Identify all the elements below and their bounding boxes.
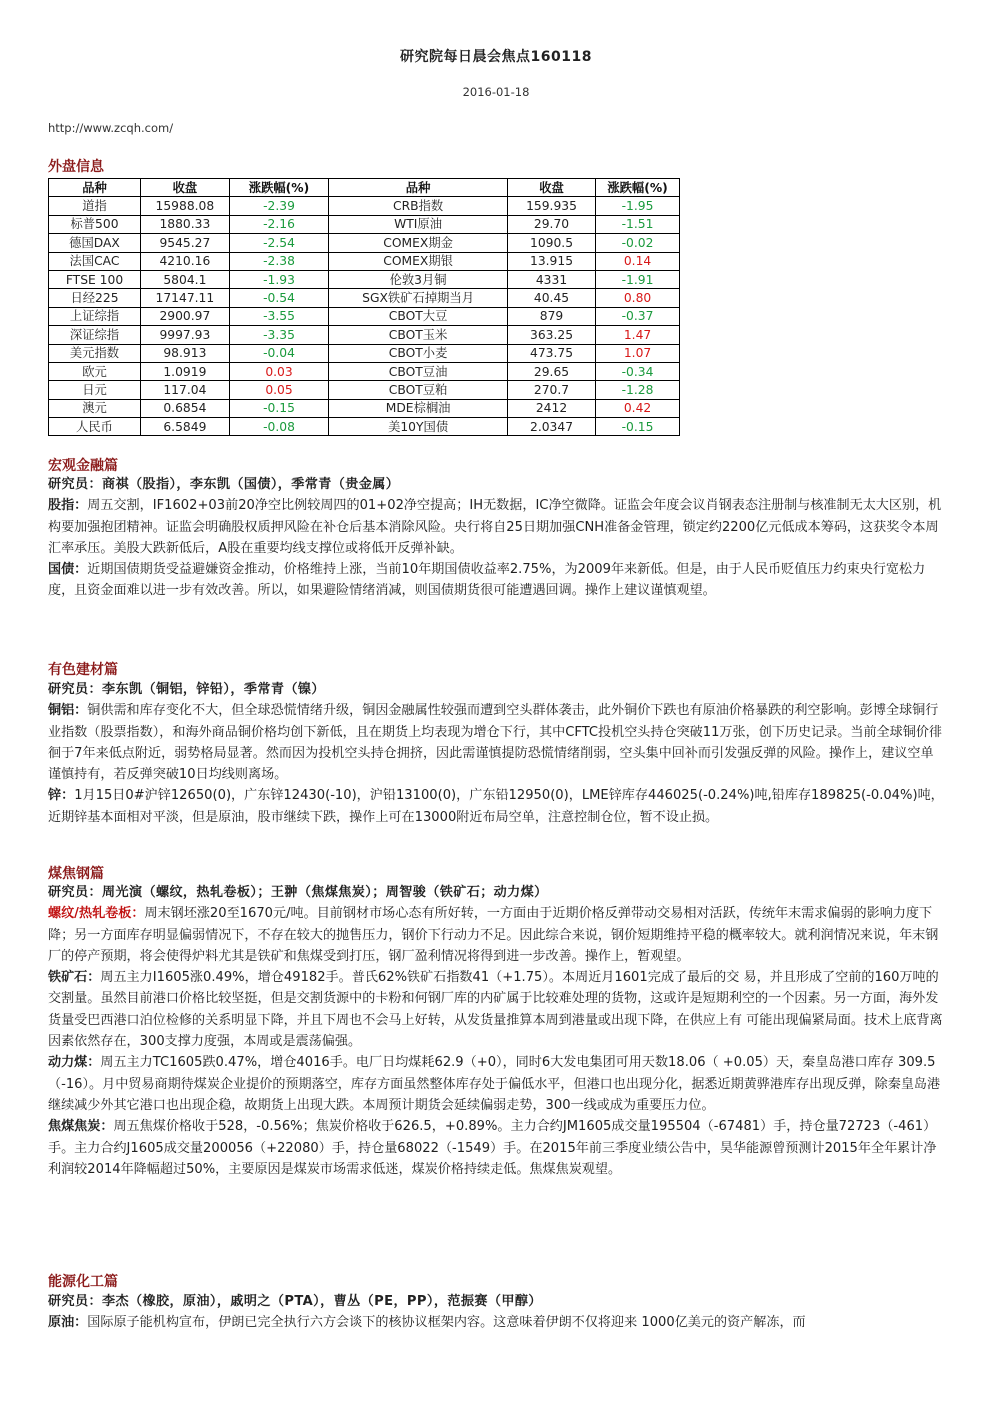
change-cell: -0.37	[596, 307, 680, 325]
market-row	[49, 362, 680, 380]
instrument-cell: CRB指数	[329, 197, 508, 215]
coal-heading: 煤焦钢篇	[48, 866, 104, 882]
instrument-cell: 道指	[49, 197, 141, 215]
instrument-cell: CBOT大豆	[329, 307, 508, 325]
item-text: 周五主力TC1605跌0.47%，增仓4016手。电厂日均煤耗62.9（+0），同时6大发电集团可用天数18.06（ +0.05）天，秦皇岛港口库存 309.5（-16）。月中贸易商期待煤炭企业提价的预期落空，库存方面虽然整体库存处于偏低水平，但港口也出现分化，据悉近期黄骅港库存出现反弹，除秦皇岛港继续减少外其它港口也出现企稳，故期货上出现大跌。本周预计期货会延续偏弱走势，300一线或成为重要压力位。	[48, 1055, 941, 1113]
instrument-cell: MDE棕榈油	[329, 399, 508, 417]
document-date: 2016-01-18	[462, 85, 530, 99]
change-cell: -3.35	[229, 326, 328, 344]
market-row	[49, 344, 680, 362]
market-row	[49, 197, 680, 215]
macro-item-stock-index	[48, 495, 944, 559]
close-cell: 473.75	[507, 344, 595, 362]
macro-heading: 宏观金融篇	[48, 458, 118, 474]
close-cell: 159.935	[507, 197, 595, 215]
instrument-cell: FTSE 100	[49, 270, 141, 288]
close-cell: 6.5849	[140, 418, 229, 436]
item-label: 原油：	[48, 1315, 88, 1331]
item-text: 周五焦煤价格收于528，-0.56%；焦炭价格收于626.5，+0.89%。主力合约JM1605成交量195504（-67481）手，持仓量72723（-461）手。主力合约J1605成交量200056（+22080）手，持仓量68022（-1549）手。在2015年前三季度业绩公告中，昊华能源曾预测计2015年全年累计净利润较2014年降幅超过50%，主要原因是煤炭市场需求低迷，煤炭价格持续走低。焦煤焦炭观望。	[48, 1119, 937, 1177]
close-cell: 17147.11	[140, 289, 229, 307]
close-cell: 117.04	[140, 381, 229, 399]
instrument-cell: 法国CAC	[49, 252, 141, 270]
change-cell: -1.91	[596, 270, 680, 288]
market-row	[49, 215, 680, 233]
instrument-cell: CBOT豆油	[329, 362, 508, 380]
item-text: 国际原子能机构宣布，伊朗已完全执行六方会谈下的核协议框架内容。这意味着伊朗不仅将迎来 1000亿美元的资产解冻，而	[87, 1315, 806, 1331]
change-cell: -0.34	[596, 362, 680, 380]
close-cell: 270.7	[507, 381, 595, 399]
item-label: 锌：	[48, 788, 75, 804]
close-cell: 4331	[507, 270, 595, 288]
item-text: 1月15日0#沪锌12650(0)，广东锌12430(-10)，沪铅13100(0)，广东铅12950(0)，LME锌库存446025(-0.24%)吨,铅库存189825(-0.04%)吨，近期锌基本面相对平淡，但是原油，股市继续下跌，操作上可在13000附近布局空单，注意控制仓位，暂不设止损。	[48, 788, 944, 825]
close-cell: 29.70	[507, 215, 595, 233]
change-cell: -0.08	[229, 418, 328, 436]
coal-researchers: 研究员：周光演（螺纹，热轧卷板）；王翀（焦煤焦炭）；周智骏（铁矿石；动力煤）	[48, 885, 548, 900]
instrument-cell: 日经225	[49, 289, 141, 307]
header-cell: 品种	[329, 179, 508, 197]
close-cell: 98.913	[140, 344, 229, 362]
close-cell: 1.0919	[140, 362, 229, 380]
coal-item-iron-ore	[48, 967, 944, 1052]
instrument-cell: 人民币	[49, 418, 141, 436]
market-row	[49, 307, 680, 325]
instrument-cell: 澳元	[49, 399, 141, 417]
close-cell: 5804.1	[140, 270, 229, 288]
change-cell: 0.05	[229, 381, 328, 399]
item-label: 螺纹/热轧卷板：	[48, 906, 145, 922]
instrument-cell: 美10Y国债	[329, 418, 508, 436]
change-cell: -2.16	[229, 215, 328, 233]
instrument-cell: 伦敦3月铜	[329, 270, 508, 288]
change-cell: 0.80	[596, 289, 680, 307]
header-cell: 涨跌幅(%)	[229, 179, 328, 197]
instrument-cell: COMEX期银	[329, 252, 508, 270]
item-text: 周末钢坯涨20至1670元/吨。目前钢材市场心态有所好转，一方面由于近期价格反弹带动交易相对活跃，传统年末需求偏弱的影响力度下降；另一方面库存明显偏弱情况下，不存在较大的抛售压力，钢价下行动力不足。因此综合来说，钢价短期维持平稳的概率较大。就利润情况来说，年末钢厂的停产预期，将会使得炉料尤其是铁矿和焦煤受到打压，钢厂盈利情况将得到进一步改善。操作上，暂观望。	[48, 906, 939, 964]
close-cell: 2412	[507, 399, 595, 417]
close-cell: 4210.16	[140, 252, 229, 270]
change-cell: -1.51	[596, 215, 680, 233]
market-row	[49, 399, 680, 417]
change-cell: -0.02	[596, 234, 680, 252]
item-label: 焦煤焦炭：	[48, 1119, 114, 1135]
close-cell: 0.6854	[140, 399, 229, 417]
instrument-cell: 标普500	[49, 215, 141, 233]
change-cell: 0.03	[229, 362, 328, 380]
item-label: 股指：	[48, 498, 88, 514]
change-cell: 1.07	[596, 344, 680, 362]
metals-item-zinc	[48, 785, 944, 828]
instrument-cell: 德国DAX	[49, 234, 141, 252]
close-cell: 9545.27	[140, 234, 229, 252]
close-cell: 363.25	[507, 326, 595, 344]
energy-heading: 能源化工篇	[48, 1274, 118, 1290]
close-cell: 2.0347	[507, 418, 595, 436]
macro-researchers: 研究员：商祺（股指），李东凯（国债），季常青（贵金属）	[48, 477, 400, 492]
market-row	[49, 289, 680, 307]
change-cell: -2.54	[229, 234, 328, 252]
energy-researchers: 研究员：李杰（橡胶，原油），戚明之（PTA），曹丛（PE，PP），范振赛（甲醇）	[48, 1294, 542, 1309]
item-text: 铜供需和库存变化不大，但全球恐慌情绪升级，铜因金融属性较强而遭到空头群体袭击，此外铜价下跌也有原油价格暴跌的利空影响。彭博全球铜行业指数（股票指数），和海外商品铜价格均创下新低，且在期货上均表现为增仓下行，其中CFTC投机空头持仓突破11万张，创下历史记录。当前全球铜价徘徊于7年来低点附近，弱势格局显著。然而因为投机空头持仓拥挤，因此需谨慎提防恐慌情绪削弱，空头集中回补而引发强反弹的风险。操作上，建议空单谨慎持有，若反弹突破10日均线则离场。	[48, 703, 943, 783]
market-row	[49, 270, 680, 288]
close-cell: 9997.93	[140, 326, 229, 344]
change-cell: -0.15	[229, 399, 328, 417]
macro-item-bond	[48, 559, 944, 602]
energy-item-crude-oil	[48, 1312, 944, 1333]
macro-section	[48, 474, 944, 602]
close-cell: 13.915	[507, 252, 595, 270]
change-cell: -1.93	[229, 270, 328, 288]
coal-item-rebar	[48, 903, 944, 967]
instrument-cell: CBOT豆粕	[329, 381, 508, 399]
header-cell: 收盘	[507, 179, 595, 197]
instrument-cell: 美元指数	[49, 344, 141, 362]
item-text: 近期国债期货受益避嫌资金推动，价格维持上涨，当前10年期国债收益率2.75%，为2009年来新低。但是，由于人民币贬值压力约束央行宽松力度，且资金面难以进一步有效改善。所以，如果避险情绪消减，则国债期货很可能遭遇回调。操作上建议谨慎观望。	[48, 562, 926, 599]
close-cell: 40.45	[507, 289, 595, 307]
change-cell: -2.39	[229, 197, 328, 215]
market-row	[49, 252, 680, 270]
market-row	[49, 418, 680, 436]
instrument-cell: 深证综指	[49, 326, 141, 344]
market-table-body	[49, 197, 680, 436]
item-label: 国债：	[48, 562, 88, 578]
market-row	[49, 234, 680, 252]
coal-item-coking	[48, 1116, 944, 1180]
close-cell: 1090.5	[507, 234, 595, 252]
instrument-cell: 欧元	[49, 362, 141, 380]
close-cell: 1880.33	[140, 215, 229, 233]
item-label: 铁矿石：	[48, 970, 101, 986]
change-cell: 0.14	[596, 252, 680, 270]
close-cell: 879	[507, 307, 595, 325]
coal-item-thermal-coal	[48, 1052, 944, 1116]
header-cell: 收盘	[140, 179, 229, 197]
change-cell: -0.04	[229, 344, 328, 362]
item-label: 铜铝：	[48, 703, 88, 719]
instrument-cell: 日元	[49, 381, 141, 399]
metals-researchers: 研究员：李东凯（铜铝，锌铅），季常青（镍）	[48, 682, 325, 697]
item-text: 周五主力I1605涨0.49%，增仓49182手。普氏62%铁矿石指数41（+1.75）。本周近月1601完成了最后的交 易，并且形成了空前的160万吨的交割量。虽然目前港口价格比较坚挺，但是交割货源中的卡粉和何钢厂库的内矿属于比较难处理的货物，这或许是短期利空的一个因素。另一方面，海外发货量受巴西港口泊位检修的关系明显下降，并且下周也不会马上好转，从发货量推算本周到港量或出现下降，在供应上有 可能出现偏紧局面。技术上底背离因素依然存在，300支撑力度强，本周或是震荡偏强。	[48, 970, 943, 1050]
close-cell: 29.65	[507, 362, 595, 380]
header-cell: 涨跌幅(%)	[596, 179, 680, 197]
source-url[interactable]: http://www.zcqh.com/	[48, 121, 174, 135]
change-cell: -2.38	[229, 252, 328, 270]
change-cell: -0.54	[229, 289, 328, 307]
market-header-row	[49, 179, 680, 197]
coal-section	[48, 882, 944, 1180]
metals-item-copper-aluminum	[48, 700, 944, 785]
market-table	[48, 178, 680, 436]
instrument-cell: COMEX期金	[329, 234, 508, 252]
instrument-cell: 上证综指	[49, 307, 141, 325]
change-cell: -0.15	[596, 418, 680, 436]
market-row	[49, 326, 680, 344]
instrument-cell: WTI原油	[329, 215, 508, 233]
metals-heading: 有色建材篇	[48, 662, 118, 678]
change-cell: 1.47	[596, 326, 680, 344]
item-label: 动力煤：	[48, 1055, 101, 1071]
change-cell: -1.95	[596, 197, 680, 215]
item-text: 周五交割，IF1602+03前20净空比例较周四的01+02净空提高；IH无数据，IC净空微降。证监会年度会议肖钢表态注册制与核准制无太大区别，机构要加强抱团精神。证监会明确股权质押风险在补仓后基本消除风险。央行将自25日期加强CNH准备金管理，锁定约2200亿元低成本筹码，这获奖令本周汇率承压。美股大跌新低后，A股在重要均线支撑位或将低开反弹补缺。	[48, 498, 942, 556]
energy-section	[48, 1291, 944, 1334]
close-cell: 2900.97	[140, 307, 229, 325]
metals-section	[48, 679, 944, 828]
header-cell: 品种	[49, 179, 141, 197]
change-cell: -3.55	[229, 307, 328, 325]
instrument-cell: CBOT玉米	[329, 326, 508, 344]
market-row	[49, 381, 680, 399]
close-cell: 15988.08	[140, 197, 229, 215]
market-heading: 外盘信息	[48, 159, 104, 175]
change-cell: -1.28	[596, 381, 680, 399]
instrument-cell: SGX铁矿石掉期当月	[329, 289, 508, 307]
document-title: 研究院每日晨会焦点160118	[400, 49, 592, 65]
instrument-cell: CBOT小麦	[329, 344, 508, 362]
change-cell: 0.42	[596, 399, 680, 417]
